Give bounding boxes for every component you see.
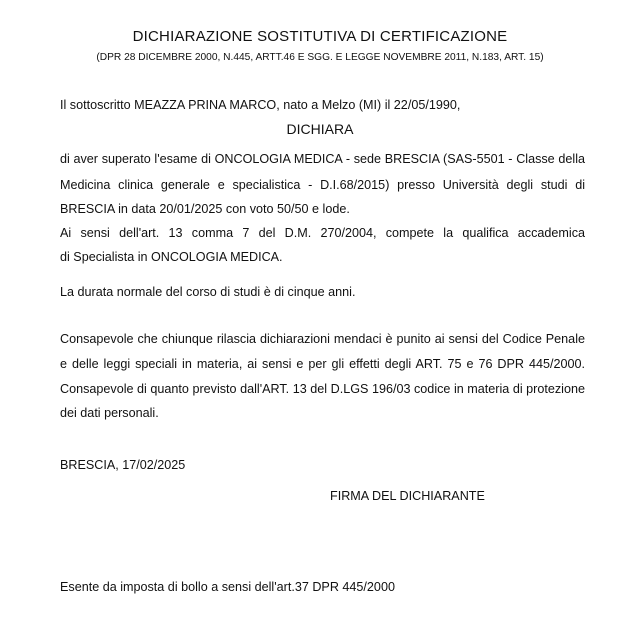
body-line-5: di Specialista in ONCOLOGIA MEDICA. <box>60 250 283 264</box>
document-title: DICHIARAZIONE SOSTITUTIVA DI CERTIFICAZIONE <box>132 28 508 45</box>
warning-line-4: dei dati personali. <box>60 406 159 420</box>
warning-line-2: e delle leggi speciali in materia, ai sensi e per gli effetti degli ART. 75 e 76 DPR 445/2000. <box>60 357 585 371</box>
intro-line: Il sottoscritto MEAZZA PRINA MARCO, nato a Melzo (MI) il 22/05/1990, <box>60 98 461 112</box>
document-subtitle: (DPR 28 DICEMBRE 2000, N.445, ARTT.46 E SGG. E LEGGE NOVEMBRE 2011, N.183, ART. 15) <box>96 52 544 63</box>
body-line-2: Medicina clinica generale e specialistica - D.I.68/2015) presso Università degli studi di <box>60 178 585 192</box>
warning-line-3: Consapevole di quanto previsto dall'ART. 13 del D.LGS 196/03 codice in materia di protezione <box>60 382 585 396</box>
stamp-duty-note: Esente da imposta di bollo a sensi dell'art.37 DPR 445/2000 <box>60 580 395 594</box>
place-date: BRESCIA, 17/02/2025 <box>60 458 186 472</box>
body-line-3: BRESCIA in data 20/01/2025 con voto 50/50 e lode. <box>60 202 350 216</box>
duration-line: La durata normale del corso di studi è di cinque anni. <box>60 285 356 299</box>
signature-label: FIRMA DEL DICHIARANTE <box>330 489 485 503</box>
warning-line-1: Consapevole che chiunque rilascia dichiarazioni mendaci è punito ai sensi del Codice Penale <box>60 332 585 346</box>
declares-heading: DICHIARA <box>286 121 354 137</box>
body-line-4: Ai sensi dell'art. 13 comma 7 del D.M. 270/2004, compete la qualifica accademica <box>60 226 585 240</box>
body-line-1: di aver superato l'esame di ONCOLOGIA MEDICA - sede BRESCIA (SAS-5501 - Classe della <box>60 152 585 166</box>
